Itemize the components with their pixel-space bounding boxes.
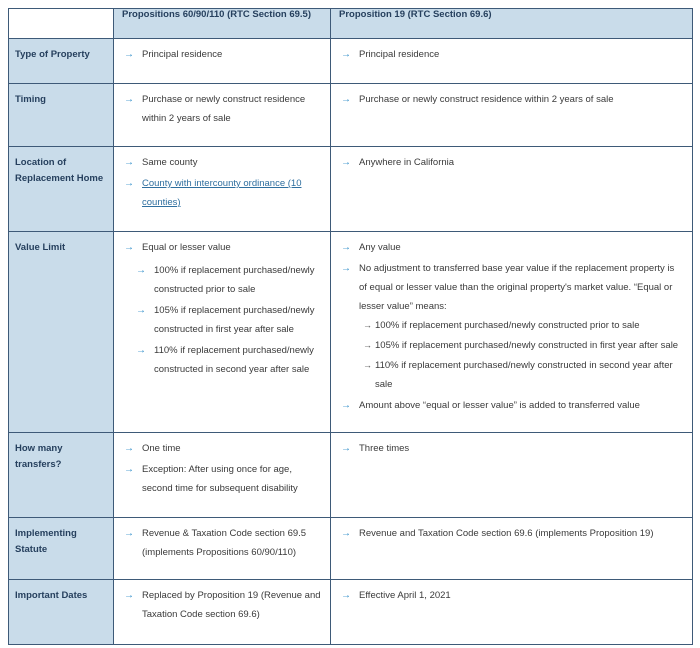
- table-row: [9, 433, 693, 518]
- row-label-location: Location of Replacement Home: [9, 147, 114, 232]
- comparison-table: [8, 8, 693, 645]
- row-label-type-of-property: Type of Property: [9, 39, 114, 84]
- list-item: → 100% if replacement purchased/newly constructed prior to sale: [363, 316, 684, 335]
- row-label-how-many-transfers: How many transfers?: [9, 433, 114, 518]
- list-item: → Principal residence: [122, 45, 322, 64]
- list-item: → Anywhere in California: [339, 153, 684, 172]
- cell-col1: [114, 39, 331, 84]
- list-item: → 110% if replacement purchased/newly constructed in second year after sale: [363, 356, 684, 394]
- cell-col1: [114, 433, 331, 518]
- row-label-value-limit: Value Limit: [9, 232, 114, 433]
- cell-col1: [114, 232, 331, 433]
- table-row: [9, 147, 693, 232]
- list-item: → Equal or lesser value: [122, 238, 322, 257]
- header-propositions-60-90-110: Propositions 60/90/110 (RTC Section 69.5): [114, 9, 331, 39]
- cell-col1: [114, 518, 331, 580]
- intercounty-ordinance-link[interactable]: County with intercounty ordinance (10 counties): [142, 178, 302, 208]
- list-item: → 105% if replacement purchased/newly constructed in first year after sale: [134, 301, 322, 339]
- table-row: [9, 232, 693, 433]
- list-item: → Revenue and Taxation Code section 69.6 (implements Proposition 19): [339, 524, 684, 543]
- cell-col2: [331, 580, 693, 645]
- list-item: → 100% if replacement purchased/newly constructed prior to sale: [134, 261, 322, 299]
- list-item: → Purchase or newly construct residence within 2 years of sale: [122, 90, 322, 128]
- cell-col2: [331, 147, 693, 232]
- cell-col2: [331, 232, 693, 433]
- table-row: [9, 580, 693, 645]
- row-label-implementing-statute: Implementing Statute: [9, 518, 114, 580]
- list-item: → Purchase or newly construct residence within 2 years of sale: [339, 90, 684, 109]
- cell-col1: [114, 147, 331, 232]
- cell-col2: [331, 39, 693, 84]
- list-item: → One time: [122, 439, 322, 458]
- list-item: → Replaced by Proposition 19 (Revenue and Taxation Code section 69.6): [122, 586, 322, 624]
- cell-col1: [114, 580, 331, 645]
- row-label-important-dates: Important Dates: [9, 580, 114, 645]
- list-item: → Exception: After using once for age, second time for subsequent disability: [122, 460, 322, 498]
- list-item: → Revenue & Taxation Code section 69.5 (implements Propositions 60/90/110): [122, 524, 322, 562]
- cell-col2: [331, 433, 693, 518]
- list-item-text: No adjustment to transferred base year value if the replacement property is of equal or lesser value than the original property's market value. “Equal or lesser value” means:: [359, 263, 675, 312]
- list-item: → 105% if replacement purchased/newly constructed in first year after sale: [363, 336, 684, 355]
- list-item: [339, 259, 684, 394]
- list-item: → 110% if replacement purchased/newly constructed in second year after sale: [134, 341, 322, 379]
- table-row: [9, 84, 693, 147]
- list-item: → Three times: [339, 439, 684, 458]
- cell-col1: [114, 84, 331, 147]
- list-item: → Principal residence: [339, 45, 684, 64]
- list-item: → Same county: [122, 153, 322, 172]
- table-row: [9, 39, 693, 84]
- list-item: [122, 174, 322, 212]
- header-proposition-19: Proposition 19 (RTC Section 69.6): [331, 9, 693, 39]
- list-item: → Amount above “equal or lesser value” is added to transferred value: [339, 396, 684, 415]
- list-item: → Any value: [339, 238, 684, 257]
- cell-col2: [331, 518, 693, 580]
- row-label-timing: Timing: [9, 84, 114, 147]
- header-corner: [9, 9, 114, 39]
- header-row: [9, 9, 693, 39]
- cell-col2: [331, 84, 693, 147]
- list-item: → Effective April 1, 2021: [339, 586, 684, 605]
- table-row: [9, 518, 693, 580]
